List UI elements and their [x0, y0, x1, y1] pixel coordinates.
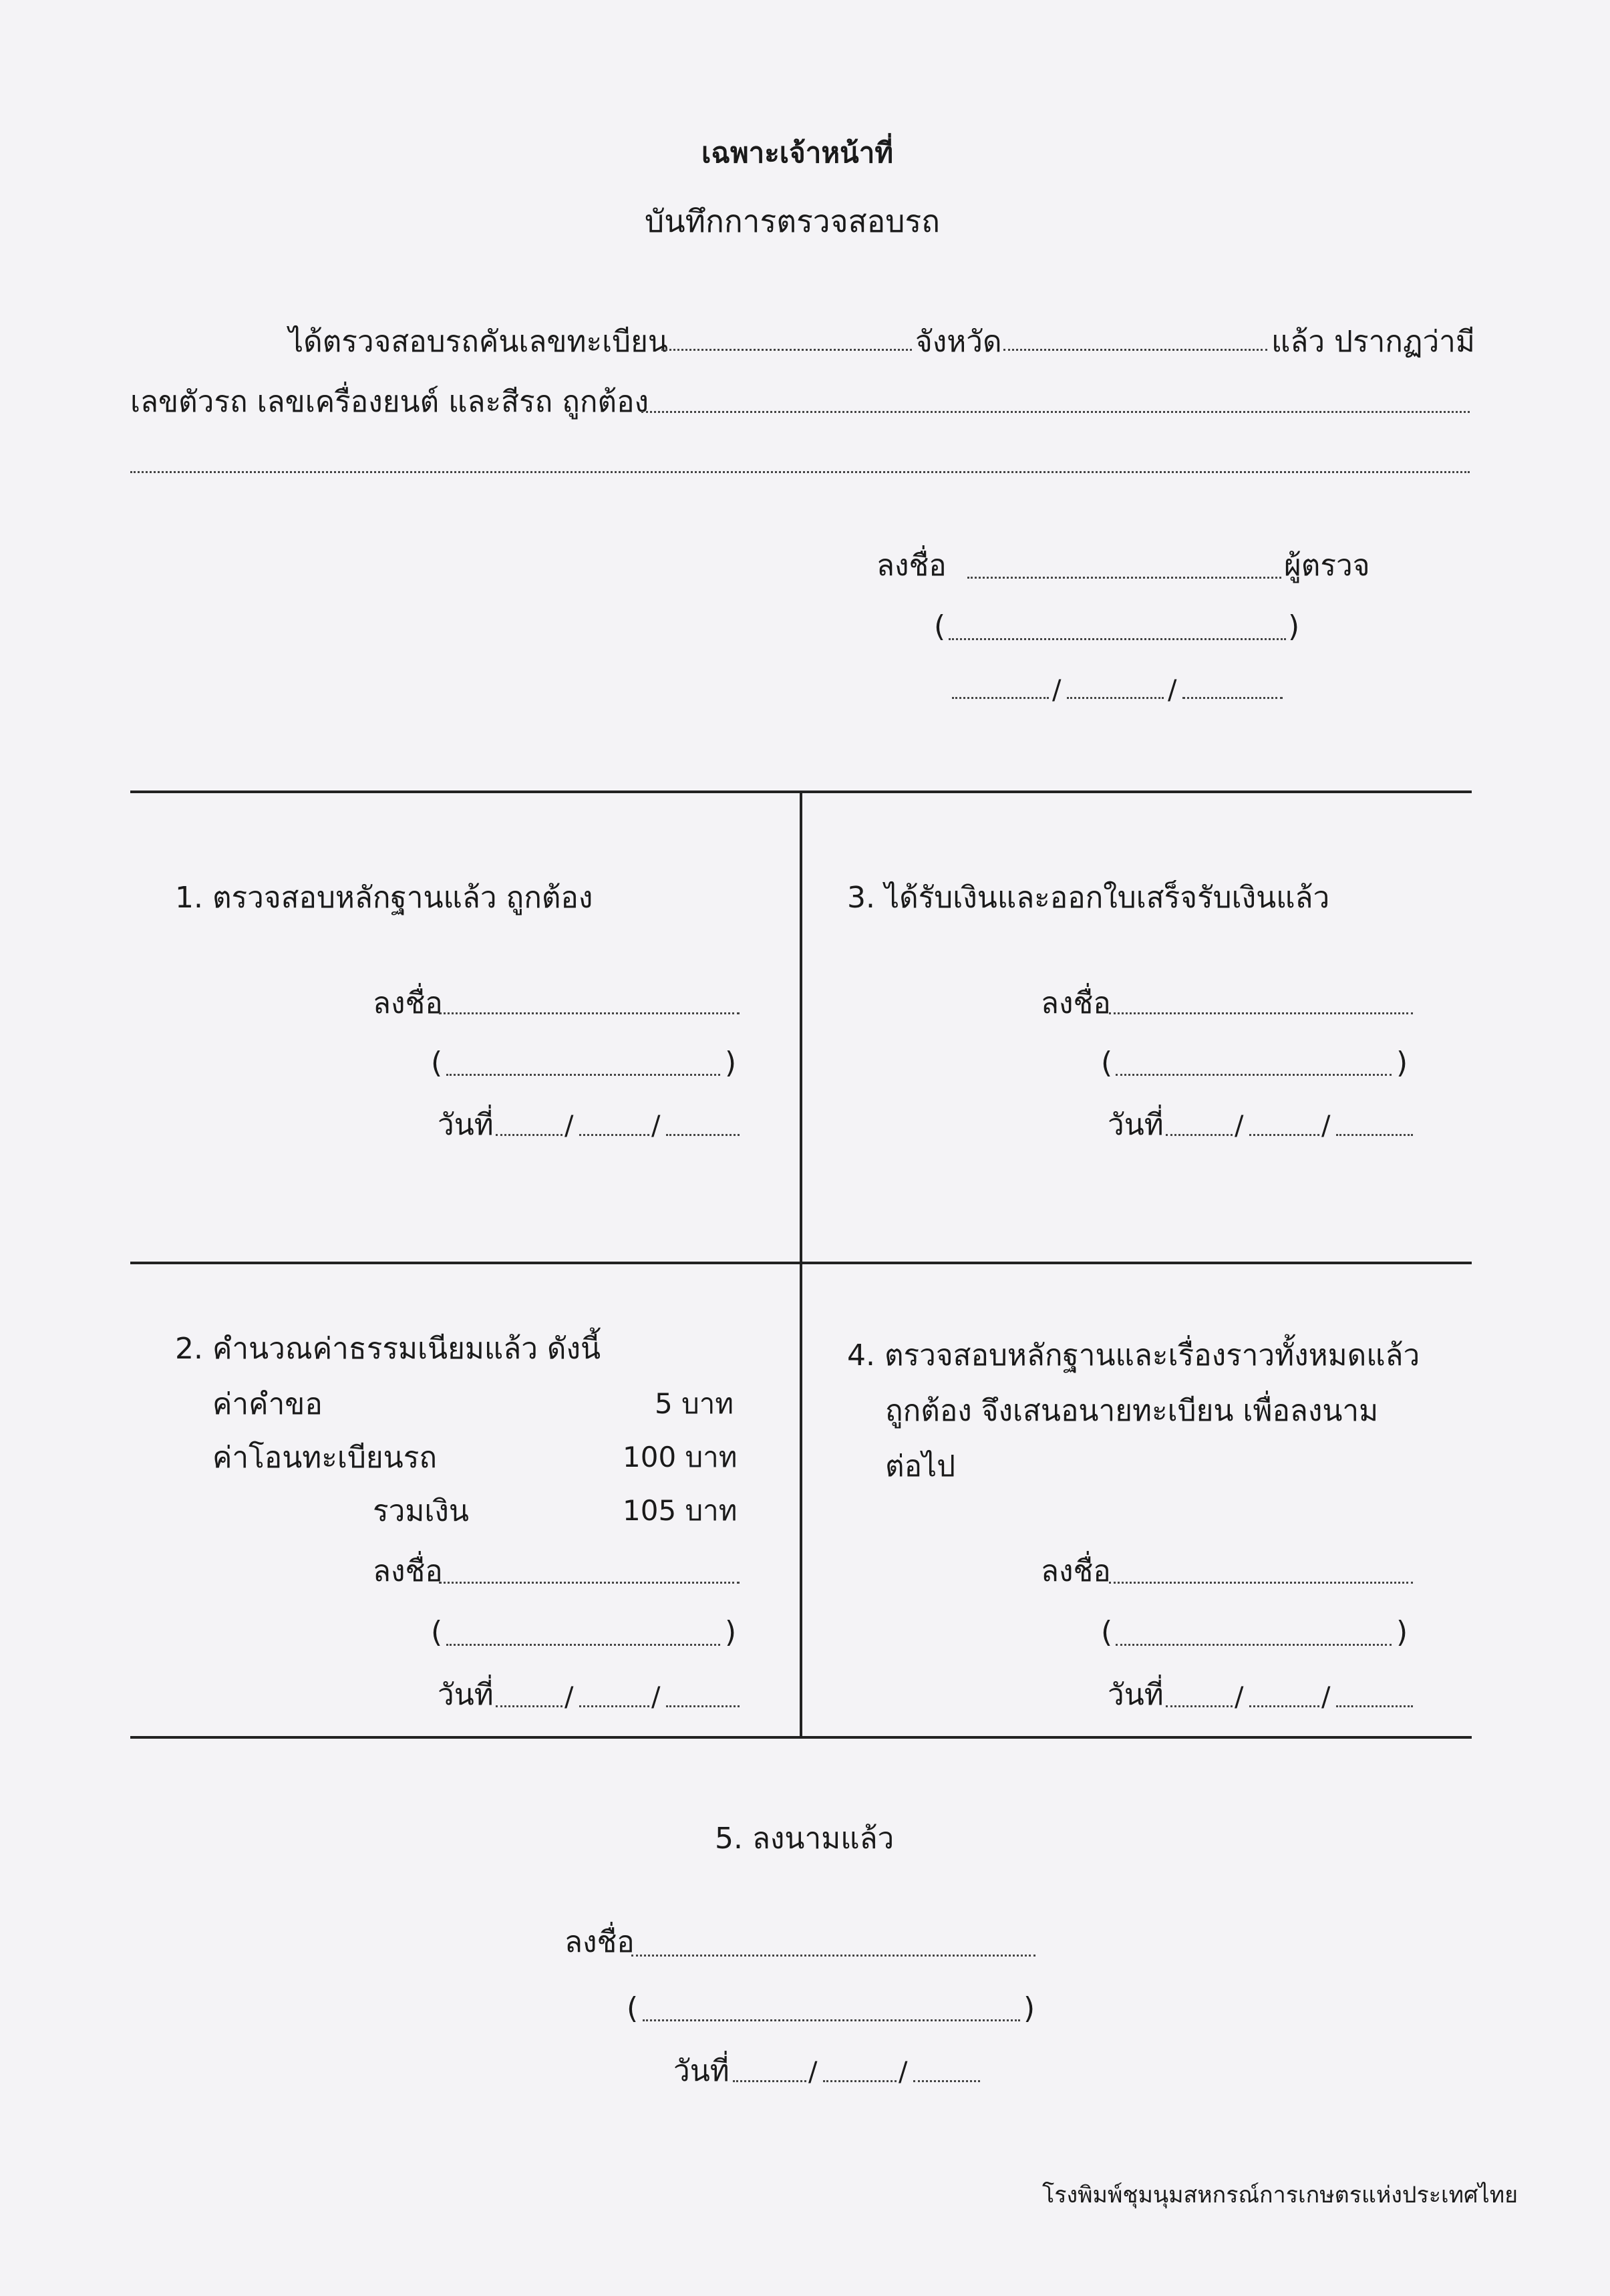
section2-date-day[interactable]	[496, 1705, 562, 1707]
date-slash: /	[1168, 675, 1177, 706]
section3-title: 3. ได้รับเงินและออกใบเสร็จรับเงินแล้ว	[847, 881, 1330, 915]
section3-date-month[interactable]	[1249, 1134, 1319, 1136]
section1-sign-label: ลงชื่อ	[373, 986, 443, 1020]
section3-close-paren: )	[1396, 1046, 1408, 1080]
date-slash: /	[1321, 1682, 1331, 1713]
printer-footer: โรงพิมพ์ชุมนุมสหกรณ์การเกษตรแห่งประเทศไทย	[1042, 2182, 1518, 2208]
section3-date-label: วันที่	[1108, 1108, 1164, 1142]
section5-sign-label: ลงชื่อ	[565, 1925, 635, 1959]
section4-title-line3: ต่อไป	[885, 1449, 956, 1483]
section4-date-year[interactable]	[1336, 1705, 1413, 1707]
grid-vertical-divider	[800, 791, 802, 1739]
section4-date-month[interactable]	[1249, 1705, 1319, 1707]
section5-date-label: วันที่	[673, 2054, 730, 2088]
vehicle-details-field-2[interactable]	[130, 471, 1470, 473]
inspector-name-field[interactable]	[949, 638, 1286, 640]
date-slash: /	[565, 1111, 574, 1141]
registration-number-field[interactable]	[661, 349, 912, 351]
inspector-signature-field[interactable]	[967, 577, 1281, 579]
appears-label: แล้ว ปรากฏว่ามี	[1271, 325, 1475, 359]
vehicle-details-field[interactable]	[641, 411, 1470, 413]
date-slash: /	[1321, 1111, 1331, 1141]
vehicle-details-label: เลขตัวรถ เลขเครื่องยนต์ และสีรถ ถูกต้อง	[130, 385, 649, 419]
section4-title-line2: ถูกต้อง จึงเสนอนายทะเบียน เพื่อลงนาม	[885, 1394, 1379, 1428]
section2-sign-label: ลงชื่อ	[373, 1554, 443, 1588]
date-slash: /	[1235, 1682, 1244, 1713]
date-slash: /	[1052, 675, 1062, 706]
fee-label: ค่าคำขอ	[212, 1387, 323, 1421]
section2-close-paren: )	[725, 1615, 737, 1649]
section3-date-year[interactable]	[1336, 1134, 1413, 1136]
section4-sign-label: ลงชื่อ	[1041, 1554, 1111, 1588]
section2-name-field[interactable]	[446, 1644, 720, 1646]
section5-date-year[interactable]	[913, 2080, 980, 2082]
date-slash: /	[899, 2057, 908, 2088]
section5-signature-field[interactable]	[631, 1955, 1035, 1957]
section1-date-day[interactable]	[496, 1134, 562, 1136]
date-slash: /	[651, 1682, 661, 1713]
date-slash: /	[651, 1111, 661, 1141]
section1-date-year[interactable]	[666, 1134, 740, 1136]
section4-name-field[interactable]	[1116, 1644, 1392, 1646]
date-slash: /	[808, 2057, 818, 2088]
section5-close-paren: )	[1023, 1991, 1035, 2025]
total-label: รวมเงิน	[373, 1494, 469, 1528]
province-field[interactable]	[1003, 349, 1267, 351]
registration-label: ได้ตรวจสอบรถคันเลขทะเบียน	[289, 325, 668, 359]
section1-date-label: วันที่	[438, 1108, 494, 1142]
fee-label: ค่าโอนทะเบียนรถ	[212, 1441, 438, 1475]
section4-title-line1: 4. ตรวจสอบหลักฐานและเรื่องราวทั้งหมดแล้ว	[847, 1338, 1420, 1373]
section4-open-paren: (	[1101, 1615, 1113, 1649]
section5-date-month[interactable]	[823, 2080, 897, 2082]
inspector-date-day[interactable]	[952, 697, 1049, 699]
section2-date-month[interactable]	[579, 1705, 649, 1707]
total-amount: 105 บาท	[623, 1494, 738, 1527]
section2-title: 2. คำนวณค่าธรรมเนียมแล้ว ดังนี้	[175, 1332, 601, 1366]
section2-date-label: วันที่	[438, 1678, 494, 1712]
section3-date-day[interactable]	[1166, 1134, 1233, 1136]
inspector-open-paren: (	[934, 609, 946, 643]
section1-close-paren: )	[725, 1046, 737, 1080]
date-slash: /	[565, 1682, 574, 1713]
section5-open-paren: (	[627, 1991, 639, 2025]
province-label: จังหวัด	[915, 325, 1002, 359]
section5-date-day[interactable]	[733, 2080, 806, 2082]
section4-signature-field[interactable]	[1109, 1582, 1413, 1584]
section2-signature-field[interactable]	[439, 1582, 740, 1584]
section4-close-paren: )	[1396, 1615, 1408, 1649]
inspector-sign-label: ลงชื่อ	[876, 549, 947, 583]
inspector-date-month[interactable]	[1067, 697, 1164, 699]
section1-name-field[interactable]	[446, 1074, 720, 1076]
section1-signature-field[interactable]	[439, 1012, 740, 1014]
inspector-label: ผู้ตรวจ	[1284, 549, 1370, 583]
section3-sign-label: ลงชื่อ	[1041, 986, 1111, 1020]
official-only-heading: เฉพาะเจ้าหน้าที่	[701, 136, 894, 169]
section2-date-year[interactable]	[666, 1705, 740, 1707]
inspector-close-paren: )	[1288, 609, 1300, 643]
date-slash: /	[1235, 1111, 1244, 1141]
section1-date-month[interactable]	[579, 1134, 649, 1136]
fee-amount: 5 บาท	[655, 1387, 734, 1420]
section3-open-paren: (	[1101, 1046, 1113, 1080]
section3-signature-field[interactable]	[1109, 1012, 1413, 1014]
fee-amount: 100 บาท	[623, 1441, 738, 1473]
section3-name-field[interactable]	[1116, 1074, 1392, 1076]
section5-name-field[interactable]	[643, 2019, 1020, 2021]
section2-open-paren: (	[431, 1615, 443, 1649]
page-title: บันทึกการตรวจสอบรถ	[645, 203, 941, 239]
section4-date-day[interactable]	[1166, 1705, 1233, 1707]
section1-title: 1. ตรวจสอบหลักฐานแล้ว ถูกต้อง	[175, 881, 593, 915]
section5-title: 5. ลงนามแล้ว	[715, 1822, 895, 1856]
inspector-date-year[interactable]	[1182, 697, 1283, 699]
section1-open-paren: (	[431, 1046, 443, 1080]
section4-date-label: วันที่	[1108, 1678, 1164, 1712]
